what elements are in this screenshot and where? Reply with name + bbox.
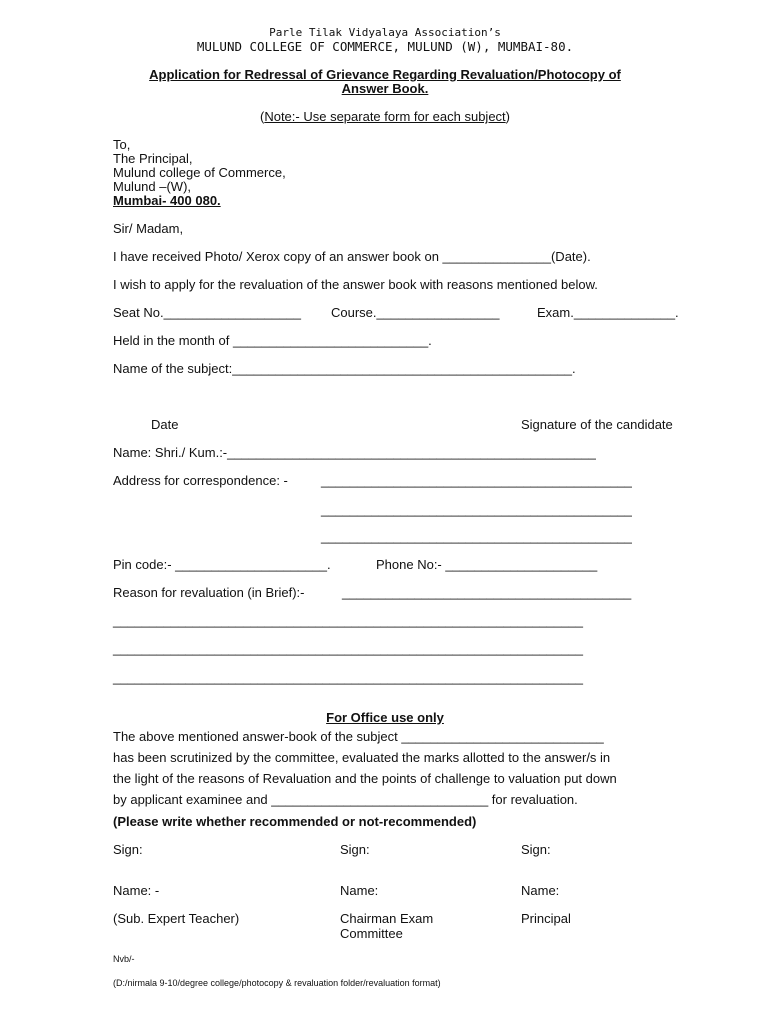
sign-expert: Sign: <box>113 842 143 857</box>
address-line-principal: The Principal, <box>113 151 193 166</box>
address-to: To, <box>113 137 131 152</box>
reason-blank-line4: _________________________________________________________________ <box>113 670 583 685</box>
association-name: Parle Tilak Vidyalaya Association’s <box>269 26 501 39</box>
address-line-mulund: Mulund –(W), <box>113 179 192 194</box>
phone-field: Phone No:- _____________________ <box>376 557 598 572</box>
candidate-name-field: Name: Shri./ Kum.:-___________________________________________________ <box>113 445 596 460</box>
reason-blank-line1: ________________________________________ <box>342 585 632 600</box>
office-use-heading: For Office use only <box>326 710 444 725</box>
name-chairman: Name: <box>340 883 379 898</box>
seat-no-field: Seat No.___________________ <box>113 305 301 320</box>
candidate-signature-label: Signature of the candidate <box>521 417 673 432</box>
role-principal: Principal <box>521 911 571 926</box>
pin-code-field: Pin code:- _____________________. <box>113 557 331 572</box>
sign-principal: Sign: <box>521 842 551 857</box>
note <box>0 109 770 124</box>
correspondence-address-label: Address for correspondence: - <box>113 473 288 488</box>
initials: Nvb/- <box>113 954 135 964</box>
reason-blank-line2: _________________________________________________________________ <box>113 613 583 628</box>
received-date-line: I have received Photo/ Xerox copy of an answer book on _______________(Date). <box>113 249 591 264</box>
file-path: (D:/nirmala 9-10/degree college/photocopy & revaluation folder/revaluation format) <box>113 978 441 988</box>
exam-field: Exam.______________. <box>537 305 679 320</box>
note-text: Note:- Use separate form for each subject <box>264 109 506 124</box>
date-label: Date <box>151 417 179 432</box>
course-field: Course._________________ <box>331 305 500 320</box>
reason-label: Reason for revaluation (in Brief):- <box>113 585 305 600</box>
address-blank-line3: ___________________________________________ <box>321 529 632 544</box>
reason-blank-line3: _________________________________________________________________ <box>113 641 583 656</box>
sign-chairman: Sign: <box>340 842 370 857</box>
note-close-paren: ) <box>505 109 511 124</box>
address-line-college: Mulund college of Commerce, <box>113 165 286 180</box>
office-line-reasons: the light of the reasons of Revaluation and the points of challenge to valuation put down <box>113 771 617 786</box>
name-principal: Name: <box>521 883 560 898</box>
held-month-field: Held in the month of ___________________________. <box>113 333 432 348</box>
revaluation-wish-line: I wish to apply for the revaluation of the answer book with reasons mentioned below. <box>113 277 598 292</box>
recommendation-instruction: (Please write whether recommended or not-recommended) <box>113 814 477 829</box>
salutation: Sir/ Madam, <box>113 221 184 236</box>
form-title-line1: Application for Redressal of Grievance Regarding Revaluation/Photocopy of <box>149 67 621 82</box>
form-title-line2: Answer Book. <box>341 81 429 96</box>
address-line-mumbai: Mumbai- 400 080. <box>113 193 221 208</box>
address-blank-line2: ___________________________________________ <box>321 502 632 517</box>
note-open-paren: ( <box>259 109 265 124</box>
address-blank-line1: ___________________________________________ <box>321 473 632 488</box>
college-name: MULUND COLLEGE OF COMMERCE, MULUND (W), MUMBAI-80. <box>196 39 574 54</box>
name-expert: Name: - <box>113 883 160 898</box>
role-chairman-line1: Chairman Exam <box>340 911 434 926</box>
role-chairman-line2: Committee <box>340 926 403 941</box>
role-expert: (Sub. Expert Teacher) <box>113 911 240 926</box>
office-line-subject: The above mentioned answer-book of the subject ____________________________ <box>113 729 604 744</box>
office-line-examinee: by applicant examinee and ______________________________ for revaluation. <box>113 792 578 807</box>
subject-name-field: Name of the subject:_______________________________________________. <box>113 361 576 376</box>
office-line-scrutinized: has been scrutinized by the committee, evaluated the marks allotted to the answer/s in <box>113 750 611 765</box>
